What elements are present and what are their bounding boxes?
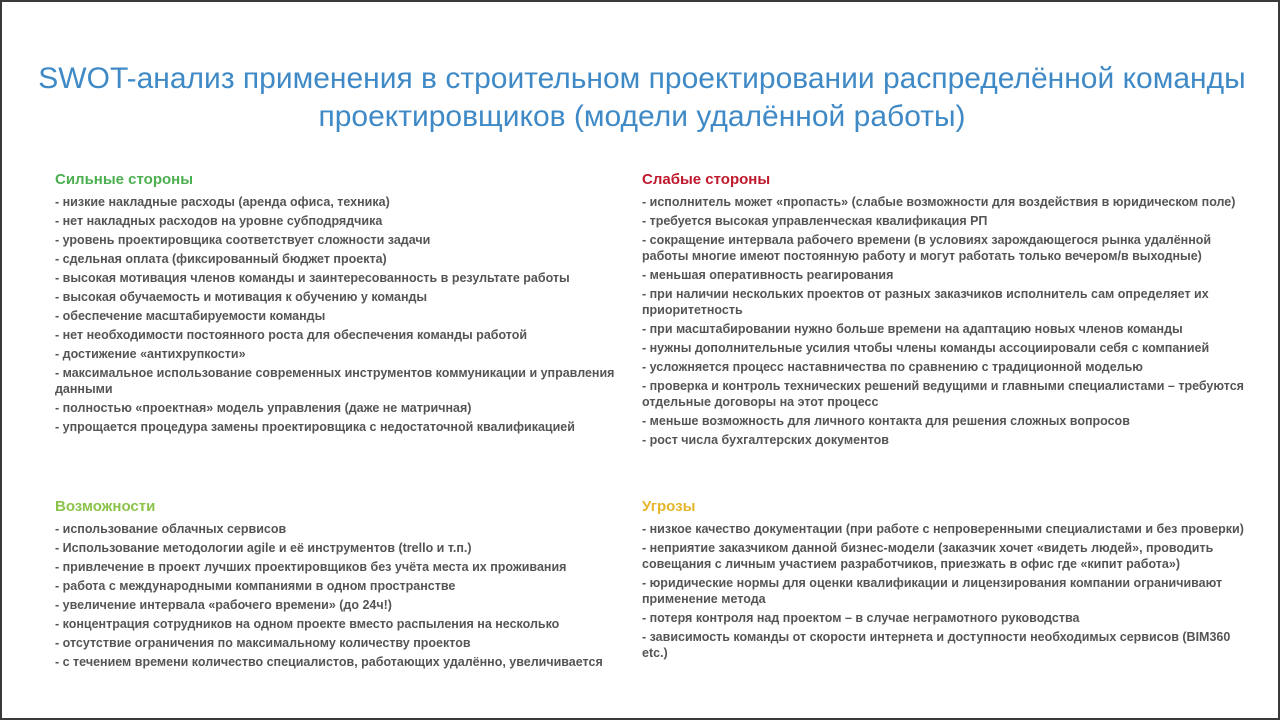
list-item: - требуется высокая управленческая квалификация РП xyxy=(642,214,988,228)
list-item: - высокая мотивация членов команды и заинтересованность в результате работы xyxy=(55,271,570,285)
threats-list xyxy=(642,521,1252,661)
list-item: - концентрация сотрудников на одном проекте вместо распыления на несколько xyxy=(55,617,560,631)
list-item: - сдельная оплата (фиксированный бюджет проекта) xyxy=(55,252,387,266)
list-item: - меньше возможность для личного контакта для решения сложных вопросов xyxy=(642,414,1130,428)
list-item: - рост числа бухгалтерских документов xyxy=(642,433,889,447)
list-item: - нет накладных расходов на уровне субподрядчика xyxy=(55,214,383,228)
threats-heading: Угрозы xyxy=(642,498,696,515)
list-item: - нужны дополнительные усилия чтобы члены команды ассоциировали себя с компанией xyxy=(642,341,1210,355)
list-item: - высокая обучаемость и мотивация к обучению у команды xyxy=(55,290,428,304)
list-item: - сокращение интервала рабочего времени (в условиях зарождающегося рынка удалённой работы многие имеют постоянную работу и могут работать только вечером/в выходные) xyxy=(642,233,1212,263)
list-item: - зависимость команды от скорости интернета и доступности необходимых сервисов (BIM360 etc.) xyxy=(642,630,1231,660)
slide-title: SWOT-анализ применения в строительном проектировании распределённой команды проектировщиков (модели удалённой работы) xyxy=(38,62,1246,133)
list-item: - упрощается процедура замены проектировщика с недостаточной квалификацией xyxy=(55,420,575,434)
list-item: - достижение «антихрупкости» xyxy=(55,347,246,361)
list-item: - усложняется процесс наставничества по сравнению с традиционной моделью xyxy=(642,360,1143,374)
weaknesses-heading: Слабые стороны xyxy=(642,171,771,188)
strengths-list xyxy=(55,194,615,435)
strengths-heading: Сильные стороны xyxy=(55,171,194,188)
opportunities-list xyxy=(55,521,615,670)
list-item: - с течением времени количество специалистов, работающих удалённо, увеличивается xyxy=(55,655,603,669)
list-item: - проверка и контроль технических решений ведущими и главными специалистами – требуются отдельные договоры на этот процесс xyxy=(642,379,1244,409)
list-item: - работа с международными компаниями в одном пространстве xyxy=(55,579,456,593)
list-item: - привлечение в проект лучших проектировщиков без учёта места их проживания xyxy=(55,560,567,574)
list-item: - увеличение интервала «рабочего времени» (до 24ч!) xyxy=(55,598,392,612)
list-item: - Использование методологии agile и её инструментов (trello и т.п.) xyxy=(55,541,472,555)
list-item: - исполнитель может «пропасть» (слабые возможности для воздействия в юридическом поле) xyxy=(642,195,1236,209)
weaknesses-section xyxy=(642,170,1252,451)
list-item: - нет необходимости постоянного роста для обеспечения команды работой xyxy=(55,328,528,342)
strengths-section xyxy=(55,170,615,438)
weaknesses-list xyxy=(642,194,1252,448)
list-item: - при масштабировании нужно больше времени на адаптацию новых членов команды xyxy=(642,322,1183,336)
list-item: - уровень проектировщика соответствует сложности задачи xyxy=(55,233,431,247)
list-item: - использование облачных сервисов xyxy=(55,522,287,536)
list-item: - при наличии нескольких проектов от разных заказчиков исполнитель сам определяет их приоритетность xyxy=(642,287,1209,317)
list-item: - юридические нормы для оценки квалификации и лицензирования компании ограничивают применение метода xyxy=(642,576,1223,606)
list-item: - меньшая оперативность реагирования xyxy=(642,268,894,282)
threats-section xyxy=(642,497,1252,664)
list-item: - обеспечение масштабируемости команды xyxy=(55,309,326,323)
list-item: - полностью «проектная» модель управления (даже не матричная) xyxy=(55,401,472,415)
list-item: - потеря контроля над проектом – в случае неграмотного руководства xyxy=(642,611,1080,625)
opportunities-heading: Возможности xyxy=(55,498,156,515)
list-item: - отсутствие ограничения по максимальному количеству проектов xyxy=(55,636,471,650)
list-item: - низкие накладные расходы (аренда офиса, техника) xyxy=(55,195,390,209)
list-item: - максимальное использование современных инструментов коммуникации и управления данными xyxy=(55,366,615,396)
list-item: - неприятие заказчиком данной бизнес-модели (заказчик хочет «видеть людей», проводить совещания с личным участием разработчиков, приезжать в офис где «кипит работа») xyxy=(642,541,1214,571)
opportunities-section xyxy=(55,497,615,673)
list-item: - низкое качество документации (при работе с непроверенными специалистами и без проверки) xyxy=(642,522,1244,536)
